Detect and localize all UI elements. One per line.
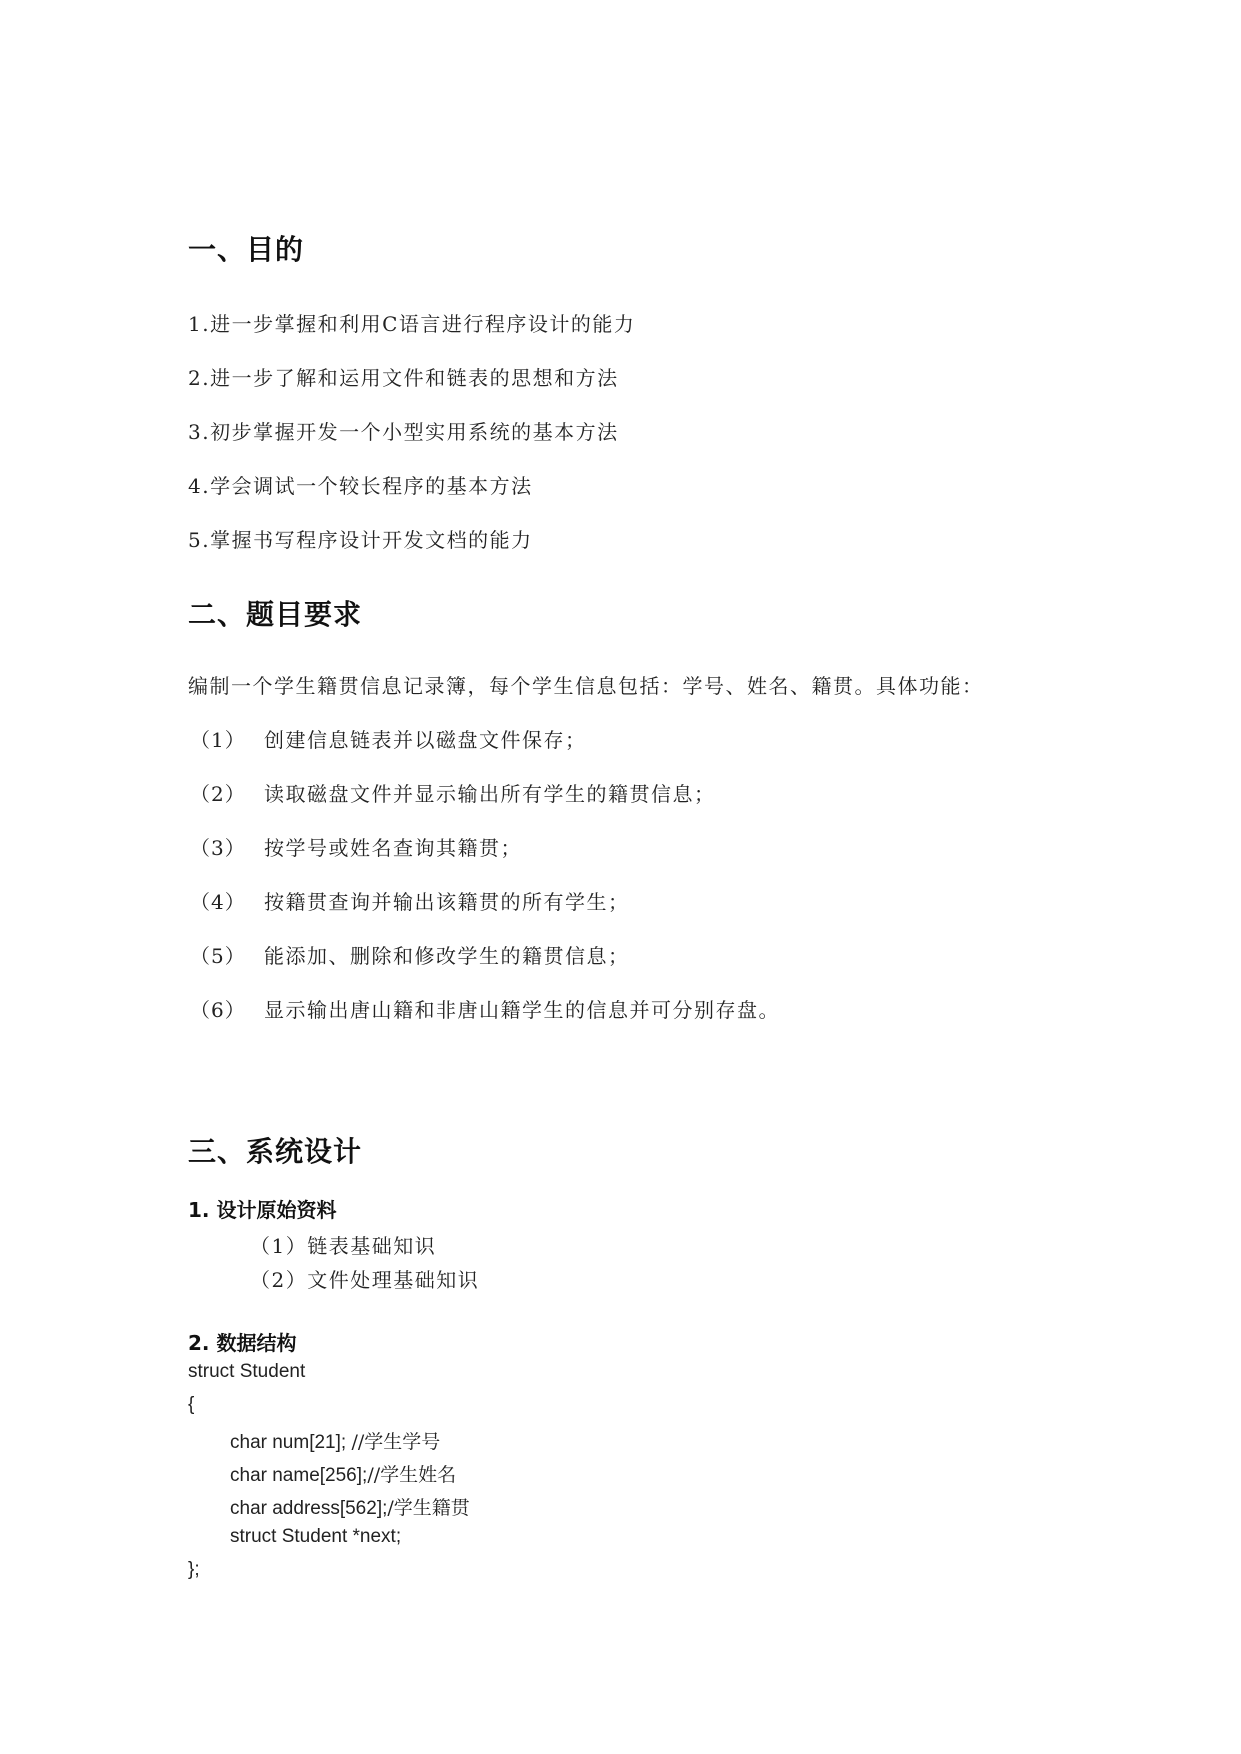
requirement-number: （1） [190,728,246,752]
purpose-item: 5.掌握书写程序设计开发文档的能力 [188,528,533,552]
purpose-item: 2.进一步了解和运用文件和链表的思想和方法 [188,366,619,390]
code-comment: /学生籍贯 [387,1497,470,1519]
requirement-number: （6） [190,998,246,1022]
code-text: char name[256]; [230,1465,368,1486]
purpose-item: 1.进一步掌握和利用C语言进行程序设计的能力 [188,312,636,336]
purpose-item: 3.初步掌握开发一个小型实用系统的基本方法 [188,420,619,444]
code-line [230,1427,440,1454]
requirement-number: （4） [190,890,246,914]
requirement-number: （3） [190,836,246,860]
code-text: char address[562]; [230,1498,388,1519]
code-line: struct Student *next; [230,1526,402,1547]
code-line [230,1493,470,1520]
subsection-title-data-structure: 2. 数据结构 [188,1331,297,1355]
requirement-text: 读取磁盘文件并显示输出所有学生的籍贯信息； [264,782,716,806]
code-text: char num[21]; [230,1432,352,1453]
materials-item: （2）文件处理基础知识 [250,1268,480,1292]
requirement-text: 按学号或姓名查询其籍贯； [264,836,522,860]
code-comment: //学生姓名 [367,1464,457,1486]
requirement-number: （2） [190,782,246,806]
code-comment: //学生学号 [351,1431,441,1453]
requirement-text: 能添加、删除和修改学生的籍贯信息； [264,944,630,968]
code-line [230,1460,456,1487]
code-line: }; [188,1559,200,1580]
requirement-text: 显示输出唐山籍和非唐山籍学生的信息并可分别存盘。 [264,998,780,1022]
requirement-number: （5） [190,944,246,968]
materials-item: （1）链表基础知识 [250,1234,437,1258]
section-title-requirements: 二、题目要求 [188,598,363,631]
section-title-design: 三、系统设计 [188,1135,363,1168]
subsection-title-materials: 1. 设计原始资料 [188,1198,337,1222]
requirement-text: 按籍贯查询并输出该籍贯的所有学生； [264,890,630,914]
purpose-item: 4.学会调试一个较长程序的基本方法 [188,474,533,498]
requirement-text: 创建信息链表并以磁盘文件保存； [264,728,587,752]
code-line: { [188,1394,195,1415]
section-title-purpose: 一、目的 [188,233,305,266]
code-line: struct Student [188,1361,306,1382]
requirements-intro: 编制一个学生籍贯信息记录簿，每个学生信息包括：学号、姓名、籍贯。具体功能： [188,674,984,698]
